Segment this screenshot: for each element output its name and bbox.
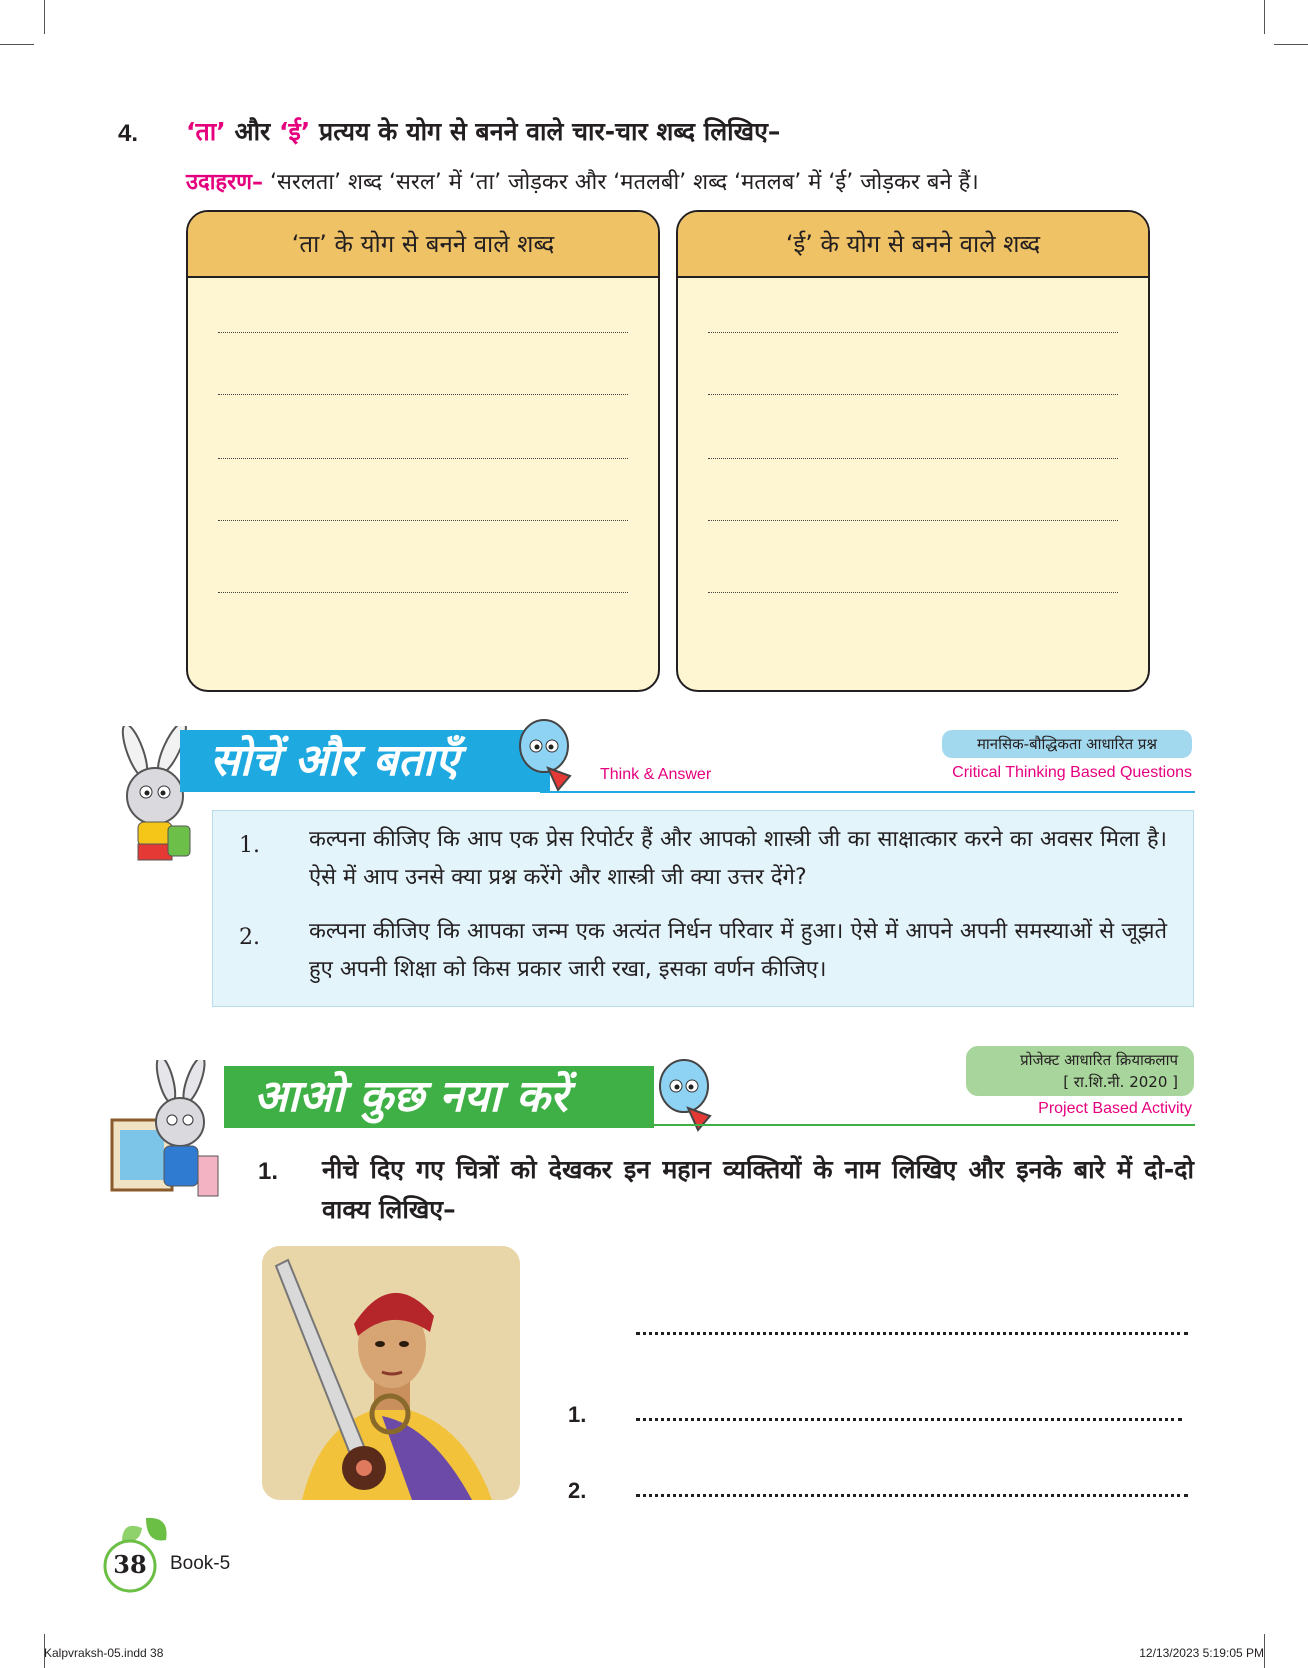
ee-suffix: ‘ई’ — [278, 117, 311, 146]
question-1-text: कल्पना कीजिए कि आप एक प्रेस रिपोर्टर हैं और आपको शास्त्री जी का साक्षात्कार करने का अवसर मिला है। ऐसे में आप उनसे क्या प्रश्न करेंगे और शास्त्री जी क्या उत्तर देंगे? — [309, 827, 1167, 890]
think-tag-hi: मानसिक-बौद्धिकता आधारित प्रश्न — [942, 730, 1192, 758]
project-question-text: नीचे दिए गए चित्रों को देखकर इन महान व्यक्तियों के नाम लिखिए और इनके बारे में दो-दो वाक्य लिखिए– — [322, 1155, 1194, 1224]
answer-line[interactable] — [708, 394, 1118, 395]
crop-mark — [1264, 1634, 1265, 1668]
sentence-2-number: 2. — [568, 1478, 587, 1503]
answer-line[interactable] — [218, 520, 628, 521]
question-text: प्रत्यय के योग से बनने वाले चार-चार शब्द लिखिए– — [318, 117, 781, 146]
portrait-image — [262, 1246, 520, 1500]
project-banner: आओ कुछ नया करें — [224, 1066, 654, 1128]
question-number: 4. — [118, 120, 139, 147]
answer-line[interactable] — [708, 520, 1118, 521]
answer-line[interactable] — [218, 332, 628, 333]
file-info: Kalpvraksh-05.indd 38 — [44, 1646, 164, 1660]
example-line — [186, 166, 979, 196]
project-tag-hi: प्रोजेक्ट आधारित क्रियाकलाप — [1020, 1051, 1178, 1069]
answer-line-1[interactable] — [636, 1418, 1182, 1421]
historical-figure-portrait-icon — [262, 1246, 520, 1500]
think-tag-en: Critical Thinking Based Questions — [952, 764, 1192, 781]
crop-mark — [1264, 0, 1265, 34]
project-tag-ref: [ रा.शि.नी. 2020 ] — [1063, 1073, 1178, 1091]
project-tag-en: Project Based Activity — [1038, 1100, 1192, 1117]
question-4-text — [186, 114, 780, 148]
answer-line[interactable] — [218, 394, 628, 395]
question-2-text: कल्पना कीजिए कि आपका जन्म एक अत्यंत निर्धन परिवार में हुआ। ऐसे में आपने अपनी समस्याओं से जूझते हुए अपनी शिक्षा को किस प्रकार जारी रखा, इसका वर्णन कीजिए। — [309, 919, 1167, 982]
example-label: उदाहरण– — [186, 170, 264, 195]
print-timestamp: 12/13/2023 5:19:05 PM — [1139, 1646, 1264, 1660]
pencil-mascot-icon — [514, 716, 578, 792]
sentence-1-number: 1. — [568, 1402, 587, 1427]
ee-table-header: ‘ई’ के योग से बनने वाले शब्द — [678, 212, 1148, 278]
crop-mark — [1274, 44, 1308, 45]
answer-line-2[interactable] — [636, 1494, 1188, 1497]
page-number: 38 — [113, 1550, 147, 1579]
divider — [650, 1124, 1195, 1126]
ta-words-table — [186, 210, 660, 692]
answer-line[interactable] — [708, 458, 1118, 459]
think-subtitle-en: Think & Answer — [600, 766, 712, 783]
answer-line-name[interactable] — [636, 1332, 1188, 1335]
question-2-number: 2. — [239, 925, 260, 950]
answer-line[interactable] — [708, 592, 1118, 593]
ta-table-header: ‘ता’ के योग से बनने वाले शब्द — [188, 212, 658, 278]
ta-suffix: ‘ता’ — [186, 117, 226, 146]
pencil-mascot-icon — [654, 1056, 718, 1132]
project-tag-box — [966, 1046, 1194, 1096]
answer-line[interactable] — [708, 332, 1118, 333]
question-1-number: 1. — [239, 833, 260, 858]
answer-line[interactable] — [218, 458, 628, 459]
answer-line[interactable] — [218, 592, 628, 593]
and-word: और — [234, 117, 271, 146]
ee-words-table — [676, 210, 1150, 692]
book-label: Book-5 — [170, 1553, 231, 1574]
painter-rabbit-icon — [106, 1060, 224, 1210]
project-question-number: 1. — [258, 1158, 279, 1185]
example-text: ‘सरलता’ शब्द ‘सरल’ में ‘ता’ जोड़कर और ‘मतलबी’ शब्द ‘मतलब’ में ‘ई’ जोड़कर बने हैं। — [270, 170, 979, 195]
think-questions-box — [212, 810, 1194, 1007]
crop-mark — [0, 44, 34, 45]
think-banner: सोचें और बताएँ — [180, 730, 550, 792]
divider — [540, 791, 1195, 793]
crop-mark — [44, 0, 45, 34]
